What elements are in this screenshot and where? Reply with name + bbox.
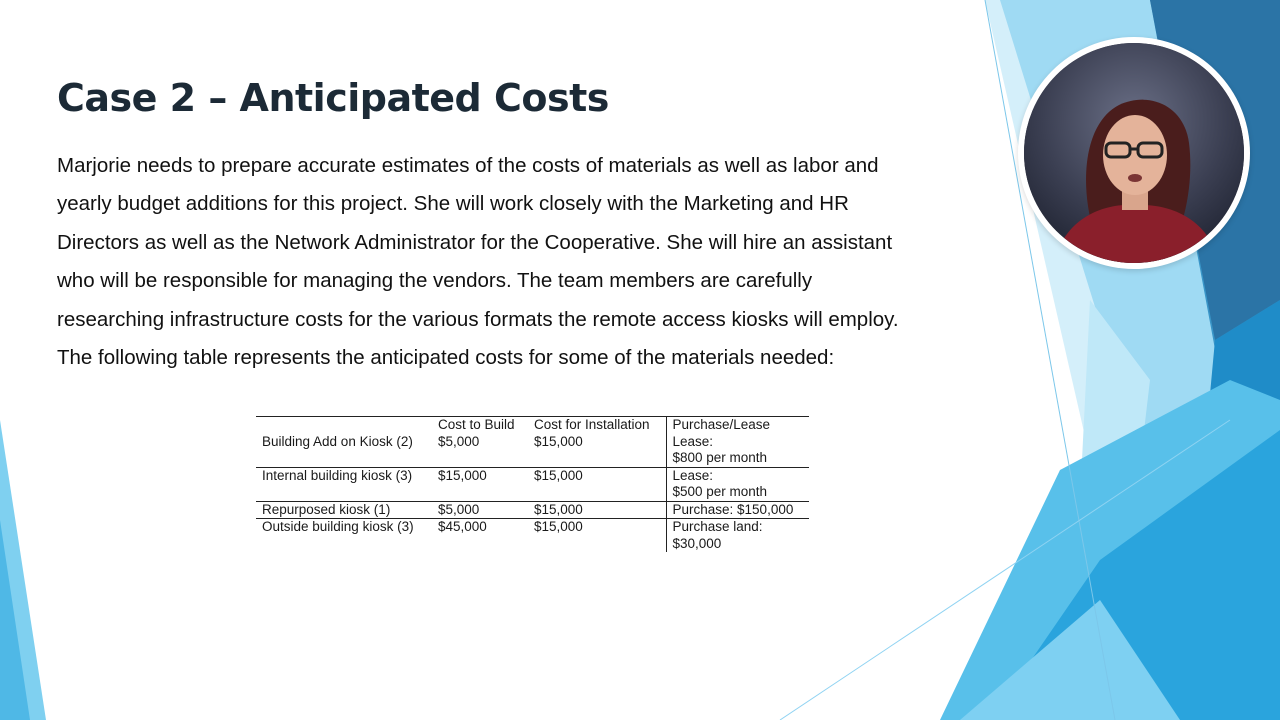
- cell-kiosk-type: Outside building kiosk (3): [262, 519, 414, 534]
- purchase-line: $30,000: [672, 535, 722, 551]
- body-line: yearly budget additions for this project. She will work closely with the Marketing and HR: [57, 192, 849, 216]
- cell-kiosk-type: Building Add on Kiosk (2): [256, 434, 432, 468]
- cell-kiosk-type: Repurposed kiosk (1): [256, 501, 432, 519]
- cell-kiosk-type: Internal building kiosk (3): [256, 467, 432, 501]
- body-line: who will be responsible for managing the vendors. The team members are carefully: [57, 269, 813, 293]
- cell-cost-install: $15,000: [528, 467, 666, 501]
- table-row: [256, 434, 809, 468]
- cell-cost-install: $15,000: [528, 434, 666, 468]
- cell-purchase-lease: [666, 434, 809, 468]
- body-line: researching infrastructure costs for the various formats the remote access kiosks will employ.: [57, 307, 899, 331]
- purchase-line: Purchase: $150,000: [672, 501, 794, 517]
- webcam-presenter-icon: [1024, 43, 1244, 263]
- slide-body-text: [57, 147, 1017, 377]
- cell-cost-build: $5,000: [432, 434, 528, 468]
- cell-cost-build: $5,000: [432, 501, 528, 519]
- cell-cost-install: $15,000: [528, 501, 666, 519]
- purchase-line: $800 per month: [672, 450, 768, 465]
- cell-cost-build: $45,000: [438, 519, 487, 534]
- cell-purchase-lease: [666, 519, 809, 553]
- presenter-webcam: [1018, 37, 1250, 269]
- table-header-type: [256, 417, 432, 434]
- slide-title: Case 2 – Anticipated Costs: [57, 76, 609, 120]
- table-row: [256, 467, 809, 501]
- table-row: [256, 519, 809, 553]
- body-line: Marjorie needs to prepare accurate estimates of the costs of materials as well as labor and: [57, 154, 879, 177]
- purchase-line: Lease:: [672, 467, 714, 483]
- body-line: The following table represents the anticipated costs for some of the materials needed:: [57, 346, 835, 370]
- table-header-purchase: Purchase/Lease: [666, 417, 809, 434]
- table-header-build: Cost to Build: [438, 417, 515, 432]
- purchase-line: Purchase land:: [672, 519, 763, 534]
- body-line: Directors as well as the Network Administrator for the Cooperative. She will hire an assistant: [57, 230, 893, 254]
- cell-purchase-lease: [666, 467, 809, 501]
- cell-cost-install: $15,000: [534, 519, 583, 534]
- table-header-install: Cost for Installation: [534, 417, 650, 432]
- cell-purchase-lease: [666, 501, 809, 519]
- table-row: [256, 501, 809, 519]
- cell-cost-build: $15,000: [432, 467, 528, 501]
- purchase-line: $500 per month: [672, 484, 768, 499]
- cost-table: [256, 416, 809, 552]
- purchase-line: Lease:: [672, 433, 714, 449]
- table-header-row: [256, 417, 809, 434]
